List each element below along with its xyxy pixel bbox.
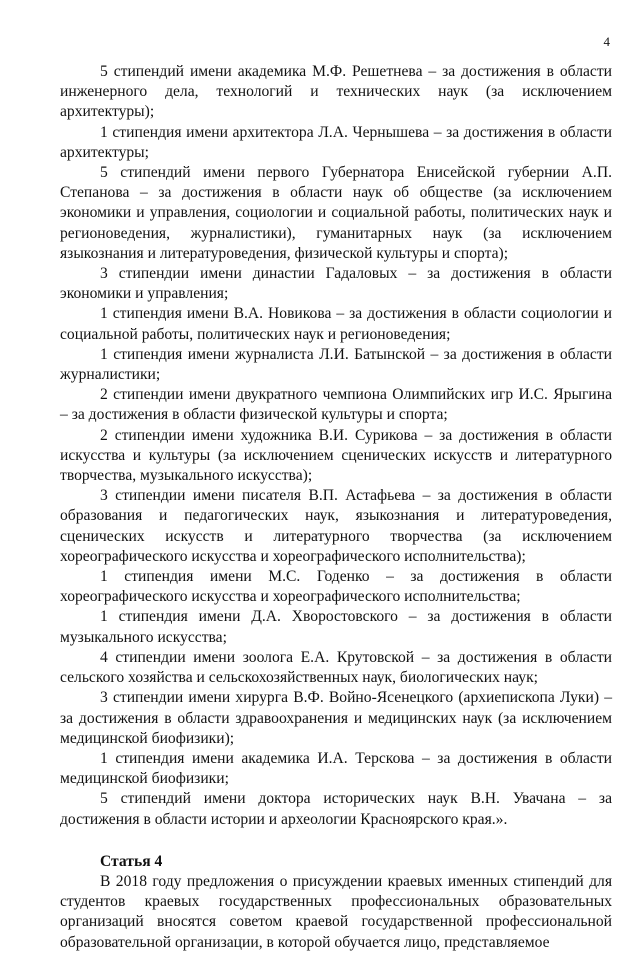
scholarship-item: 3 стипендии имени династии Гадаловых – за достижения в области экономики и управления; — [60, 265, 612, 303]
scholarship-item: 1 стипендия имени архитектора Л.А. Чернышева – за достижения в области архитектуры; — [60, 123, 612, 161]
scholarship-item: 5 стипендий имени академика М.Ф. Решетнева – за достижения в области инженерного дела, технологий и технических наук (за исключением архитектуры); — [60, 63, 612, 121]
scholarship-item: 4 стипендии имени зоолога Е.А. Крутовской – за достижения в области сельского хозяйства и сельскохозяйственных наук, биологических наук; — [60, 648, 612, 687]
document-body — [60, 62, 612, 953]
scholarship-item: 1 стипендия имени Д.А. Хворостовского – за достижения в области музыкального искусства; — [60, 608, 612, 646]
scholarship-item: 2 стипендии имени художника В.И. Сурикова – за достижения в области искусства и культуры (за исключением сценических искусств и литературного творчества, музыкального искусства); — [60, 426, 612, 485]
scholarship-item: 1 стипендия имени М.С. Годенко – за достижения в области хореографического искусства и хореографического исполнительства; — [60, 568, 612, 606]
page-number: 4 — [603, 34, 610, 49]
article-paragraph: В 2018 году предложения о присуждении краевых именных стипендий для студентов краевых государственных профессиональных образовательных организаций вносятся советом краевой государственной профессиональной образовательной организации, в которой обучается лицо, представляемое — [60, 872, 612, 951]
article-heading: Статья 4 — [100, 852, 163, 870]
scholarship-item: 5 стипендий имени первого Губернатора Енисейской губернии А.П. Степанова – за достижения в области наук об обществе (за исключением экономики и управления, социологии и социальной работы, политических наук и регионоведения, журналистики), гуманитарных наук (за исключением языкознания и литературоведения, физической культуры и спорта); — [60, 164, 612, 262]
scholarship-item: 2 стипендии имени двукратного чемпиона Олимпийских игр И.С. Ярыгина – за достижения в области физической культуры и спорта; — [60, 386, 612, 424]
scholarship-item: 1 стипендия имени журналиста Л.И. Батынской – за достижения в области журналистики; — [60, 345, 612, 384]
scholarship-item: 5 стипендий имени доктора исторических наук В.Н. Увачана – за достижения в области истории и археологии Красноярского края.». — [60, 790, 612, 828]
scholarship-item: 1 стипендия имени В.А. Новикова – за достижения в области социологии и социальной работы, политических наук и регионоведения; — [60, 305, 612, 343]
scholarship-item: 3 стипендии имени писателя В.П. Астафьева – за достижения в области образования и педагогических наук, языкознания и литературоведения, сценических искусств и литературного творчества (за исключением хореографического искусства и хореографического исполнительства); — [60, 487, 612, 565]
scholarship-item: 1 стипендия имени академика И.А. Терскова – за достижения в области медицинской биофизики; — [60, 749, 612, 788]
scholarship-item: 3 стипендии имени хирурга В.Ф. Войно-Ясенецкого (архиепископа Луки) – за достижения в области здравоохранения и медицинских наук (за исключением медицинской биофизики); — [60, 689, 612, 747]
